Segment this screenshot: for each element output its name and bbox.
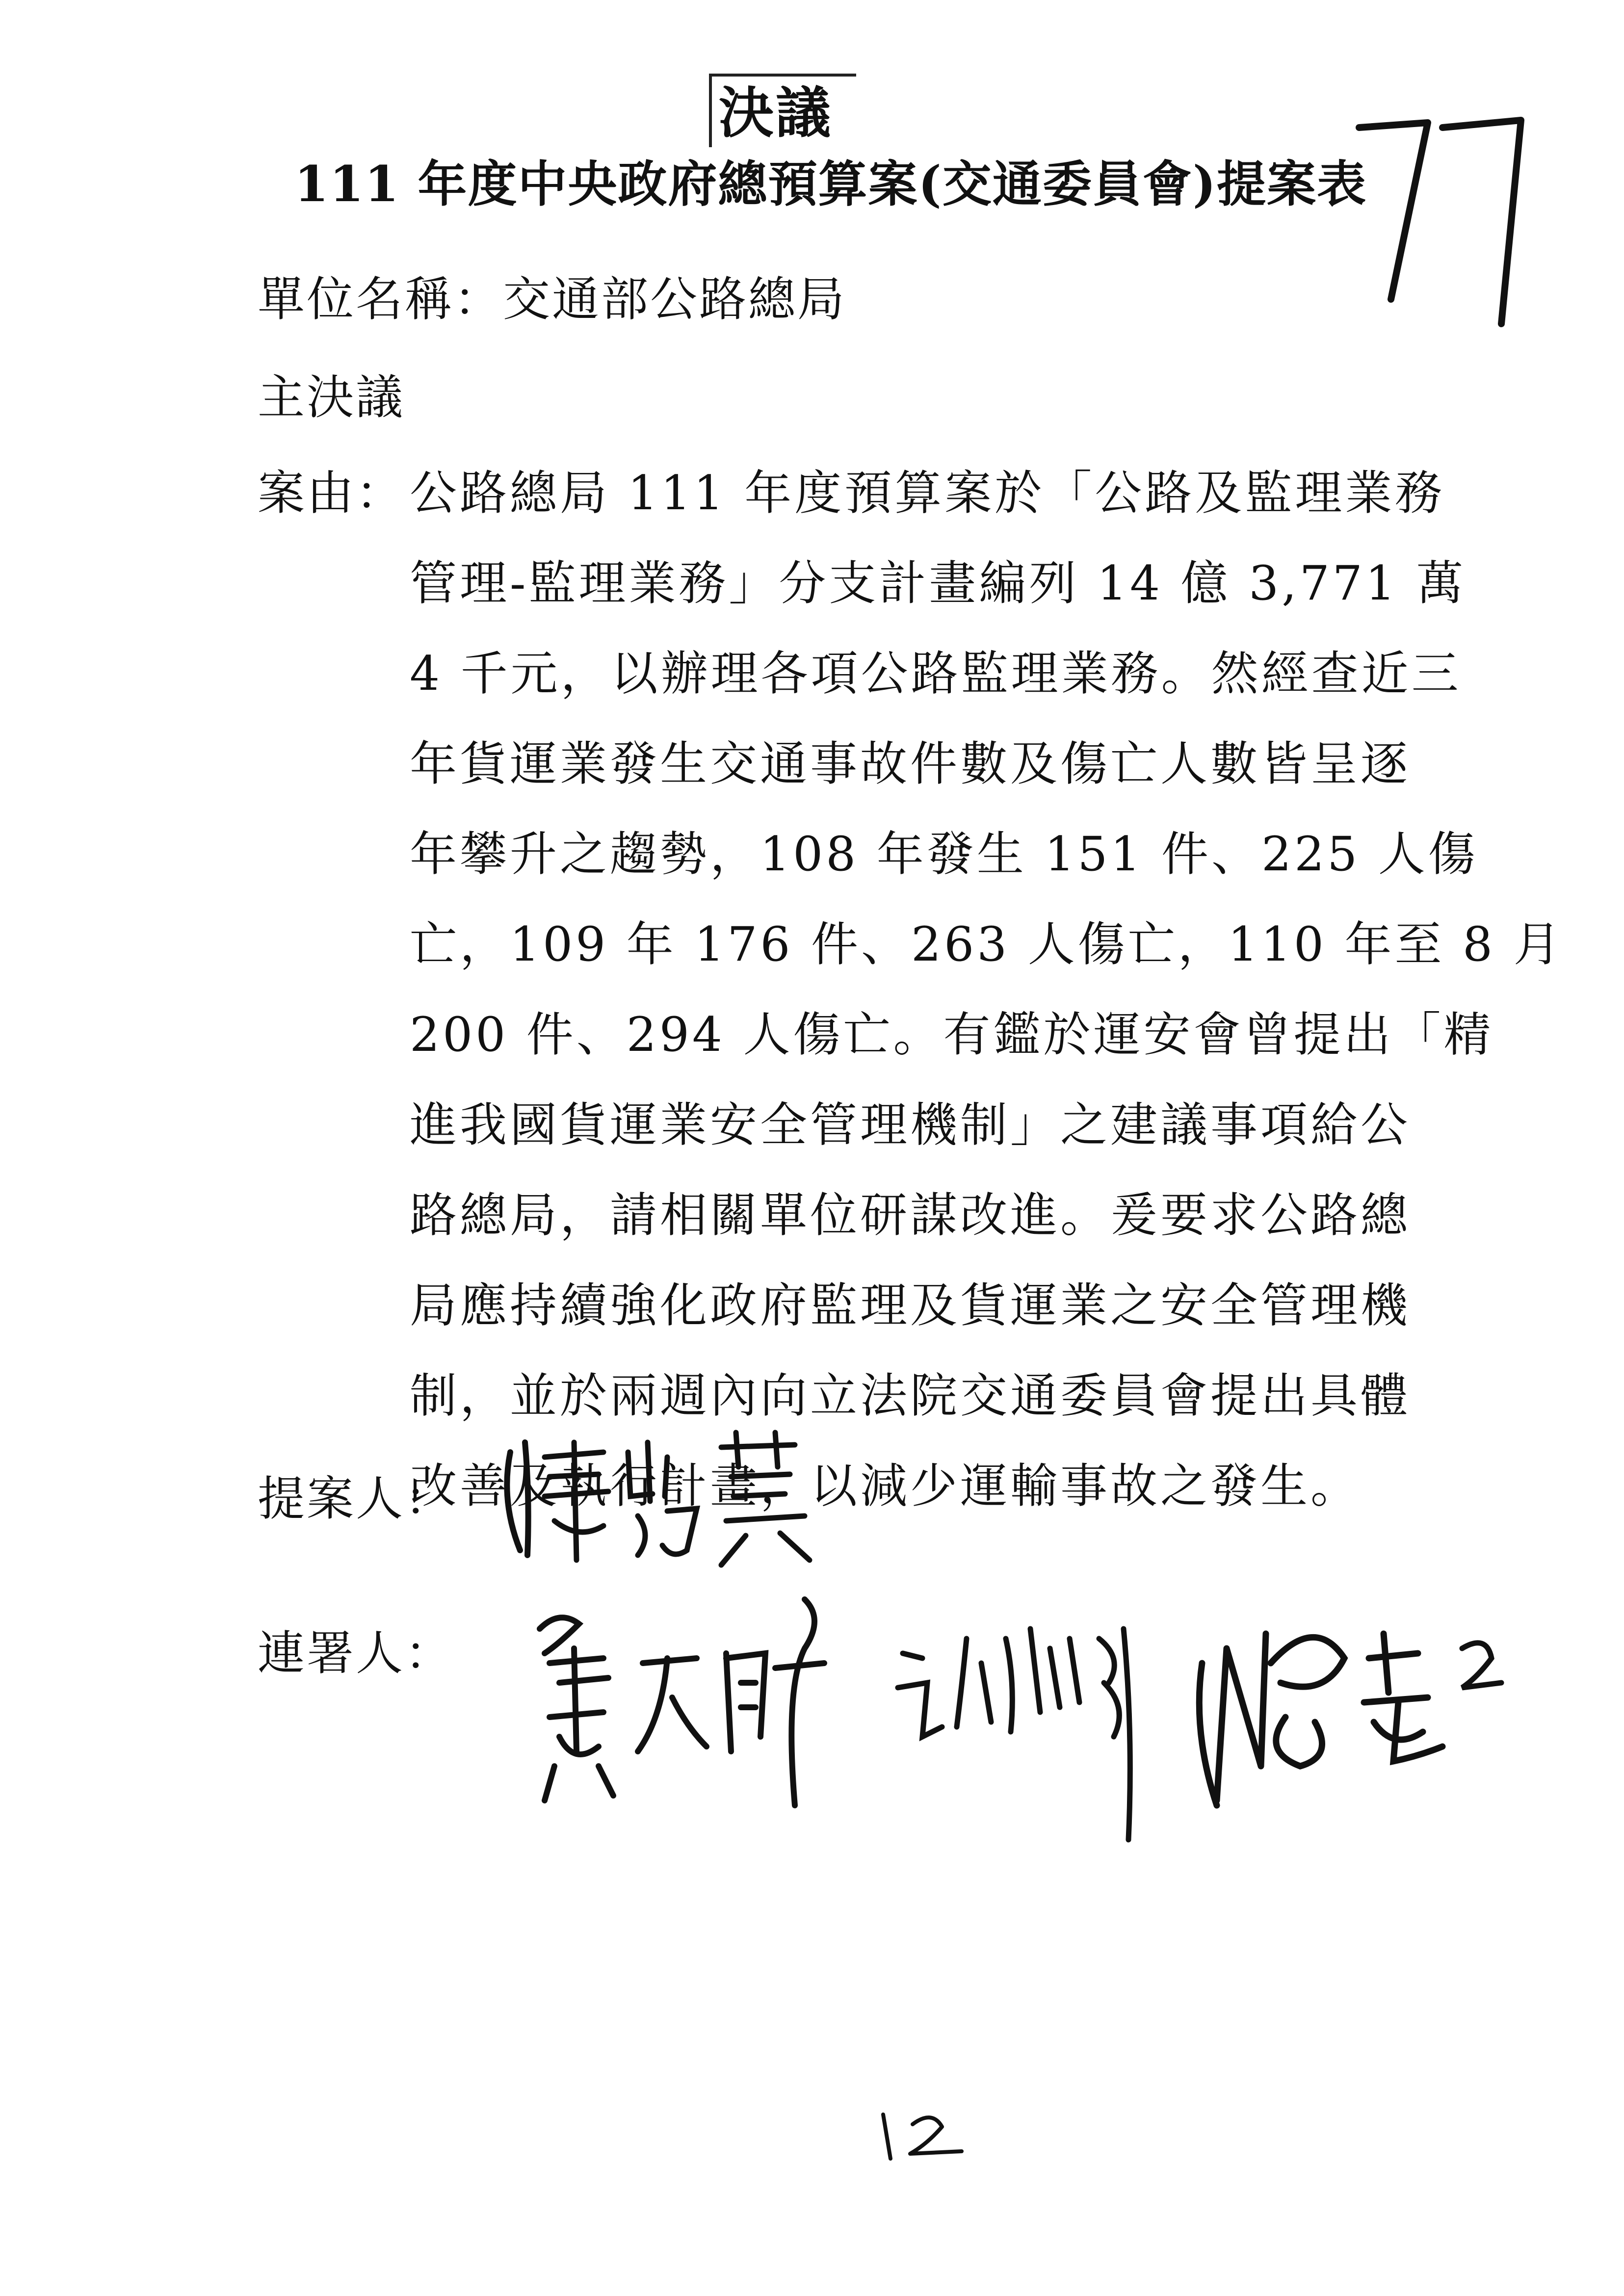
cosigner-signature — [1187, 1604, 1511, 1815]
handwritten-12-drawing — [873, 2105, 971, 2164]
main-resolution-heading: 主決議 — [258, 370, 405, 425]
page-title: 111 年度中央政府總預算案(交通委員會)提案表 — [294, 155, 1367, 213]
case-label: 案由： — [258, 466, 405, 521]
case-line: 亡，109 年 176 件、263 人傷亡，110 年至 8 月 — [410, 917, 1564, 972]
proposer-label: 提案人： — [258, 1471, 454, 1526]
cosigner-signature — [893, 1609, 1168, 1845]
case-line: 改善及執行計畫，以減少運輸事故之發生。 — [410, 1459, 1361, 1513]
cosigner-signature-drawing-1 — [530, 1590, 844, 1815]
unit-name: 單位名稱：交通部公路總局 — [258, 272, 846, 327]
proposer-signature-drawing — [491, 1423, 834, 1570]
resolution-stamp: 決議 — [709, 74, 856, 147]
case-line: 4 千元，以辦理各項公路監理業務。然經查近三 — [410, 646, 1462, 701]
case-line: 200 件、294 人傷亡。有鑑於運安會曾提出「精 — [410, 1007, 1494, 1062]
case-line: 制，並於兩週內向立法院交通委員會提出具體 — [410, 1368, 1411, 1423]
case-line: 年貨運業發生交通事故件數及傷亡人數皆呈逐 — [410, 736, 1411, 791]
cosigner-label: 連署人： — [258, 1626, 454, 1681]
case-line: 公路總局 111 年度預算案於「公路及監理業務 — [410, 466, 1445, 521]
case-line: 路總局，請相關單位研謀改進。爰要求公路總 — [410, 1188, 1411, 1243]
cosigner-signature — [530, 1590, 844, 1815]
cosigner-signature-drawing-3 — [1187, 1604, 1511, 1815]
case-text — [410, 459, 1564, 1542]
handwritten-77-drawing — [1344, 93, 1550, 329]
cosigner-signature-drawing-2 — [893, 1609, 1168, 1845]
case-line: 年攀升之趨勢，108 年發生 151 件、225 人傷 — [410, 827, 1478, 882]
footer-page-number — [873, 2105, 971, 2164]
case-line: 管理-監理業務」分支計畫編列 14 億 3,771 萬 — [410, 556, 1467, 611]
handwritten-page-number — [1344, 93, 1550, 329]
proposer-signature — [491, 1423, 834, 1570]
case-line: 局應持續強化政府監理及貨運業之安全管理機 — [410, 1278, 1411, 1333]
case-line: 進我國貨運業安全管理機制」之建議事項給公 — [410, 1097, 1411, 1152]
